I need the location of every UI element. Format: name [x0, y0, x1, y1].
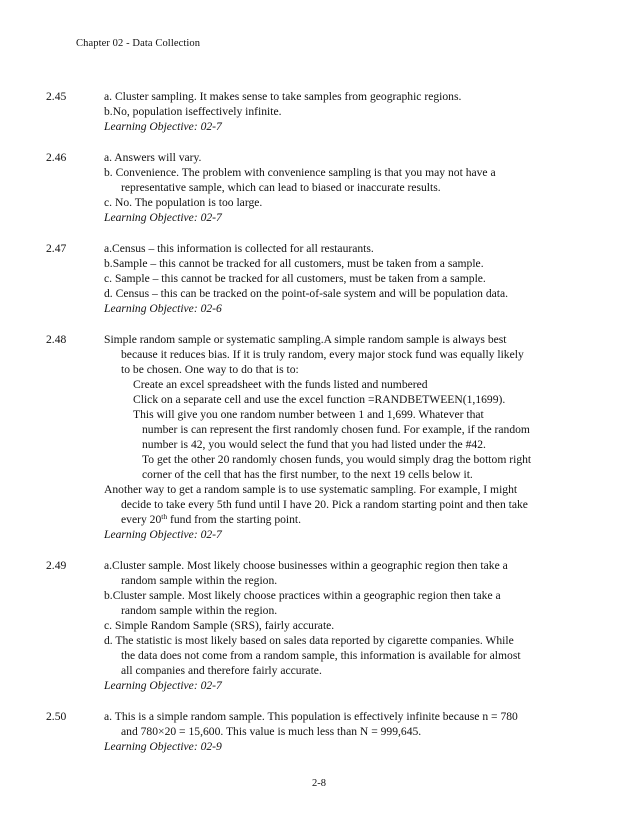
answer-line: the data does not come from a random sample, this information is available for almost [121, 649, 521, 662]
answer-line: and 780×20 = 15,600. This value is much less than N = 999,645. [121, 725, 422, 738]
problem-number: 2.50 [46, 710, 67, 723]
answer-line: to be chosen. One way to do that is to: [121, 363, 299, 376]
learning-objective: Learning Objective: 02-6 [104, 302, 222, 315]
page-number: 2-8 [312, 778, 326, 789]
answer-line: a.Cluster sample. Most likely choose businesses within a geographic region then take a [104, 559, 508, 572]
answer-line: d. Census – this can be tracked on the point-of-sale system and will be population data. [104, 287, 509, 300]
answer-line: all companies and therefore fairly accurate. [121, 664, 322, 677]
problem-number: 2.45 [46, 90, 67, 103]
answer-text: every 20 [121, 513, 162, 526]
answer-line: random sample within the region. [121, 574, 278, 587]
answer-line: because it reduces bias. If it is truly random, every major stock fund was equally likely [121, 348, 524, 361]
learning-objective: Learning Objective: 02-7 [104, 528, 222, 541]
answer-line: a.Census – this information is collected for all restaurants. [104, 242, 374, 255]
answer-line: b.No, population iseffectively infinite. [104, 105, 282, 118]
problem-2-48 [0, 332, 638, 542]
answer-body [104, 558, 572, 693]
answer-line: representative sample, which can lead to biased or inaccurate results. [121, 181, 441, 194]
problem-2-49 [0, 558, 638, 693]
learning-objective: Learning Objective: 02-9 [104, 740, 222, 753]
superscript: th [161, 512, 168, 521]
answer-line [104, 512, 572, 527]
answer-body [104, 89, 572, 134]
learning-objective: Learning Objective: 02-7 [104, 120, 222, 133]
problem-number: 2.49 [46, 559, 67, 572]
answer-line: c. Sample – this cannot be tracked for all customers, must be taken from a sample. [104, 272, 486, 285]
learning-objective: Learning Objective: 02-7 [104, 211, 222, 224]
problem-2-50 [0, 709, 638, 754]
answer-line: a. Answers will vary. [104, 151, 202, 164]
answer-line: number is can represent the first randomly chosen fund. For example, if the random [142, 423, 530, 436]
answer-line: a. This is a simple random sample. This population is effectively infinite because n = 780 [104, 710, 518, 723]
answer-line: Create an excel spreadsheet with the funds listed and numbered [133, 378, 428, 391]
problem-2-47 [0, 241, 638, 316]
problem-number: 2.47 [46, 242, 67, 255]
answer-line: To get the other 20 randomly chosen funds, you would simply drag the bottom right [142, 453, 532, 466]
problem-2-46 [0, 150, 638, 225]
answer-body [104, 332, 572, 542]
problem-2-45 [0, 89, 638, 134]
answer-line: This will give you one random number between 1 and 1,699. Whatever that [133, 408, 484, 421]
answer-line: b.Cluster sample. Most likely choose practices within a geographic region then take a [104, 589, 501, 602]
answer-line: Another way to get a random sample is to use systematic sampling. For example, I might [104, 483, 518, 496]
answer-line: b.Sample – this cannot be tracked for all customers, must be taken from a sample. [104, 257, 484, 270]
problem-number: 2.46 [46, 151, 67, 164]
answer-line: Simple random sample or systematic sampling.A simple random sample is always best [104, 333, 507, 346]
answer-body [104, 150, 572, 225]
answer-line: d. The statistic is most likely based on sales data reported by cigarette companies. While [104, 634, 514, 647]
answer-line: Click on a separate cell and use the excel function =RANDBETWEEN(1,1699). [133, 393, 506, 406]
answer-body [104, 709, 572, 754]
answer-line: c. No. The population is too large. [104, 196, 263, 209]
answer-line: c. Simple Random Sample (SRS), fairly accurate. [104, 619, 335, 632]
answer-body [104, 241, 572, 316]
learning-objective: Learning Objective: 02-7 [104, 679, 222, 692]
answer-line: a. Cluster sampling. It makes sense to take samples from geographic regions. [104, 90, 462, 103]
answer-text: fund from the starting point. [167, 513, 302, 526]
answer-line: number is 42, you would select the fund that you had listed under the #42. [142, 438, 486, 451]
answer-line: random sample within the region. [121, 604, 278, 617]
answer-line: b. Convenience. The problem with convenience sampling is that you may not have a [104, 166, 496, 179]
page-header: Chapter 02 - Data Collection [76, 38, 201, 49]
problem-list [0, 89, 638, 754]
answer-line: decide to take every 5th fund until I have 20. Pick a random starting point and then take [121, 498, 528, 511]
problem-number: 2.48 [46, 333, 67, 346]
answer-line: corner of the cell that has the first number, to the next 19 cells below it. [142, 468, 473, 481]
